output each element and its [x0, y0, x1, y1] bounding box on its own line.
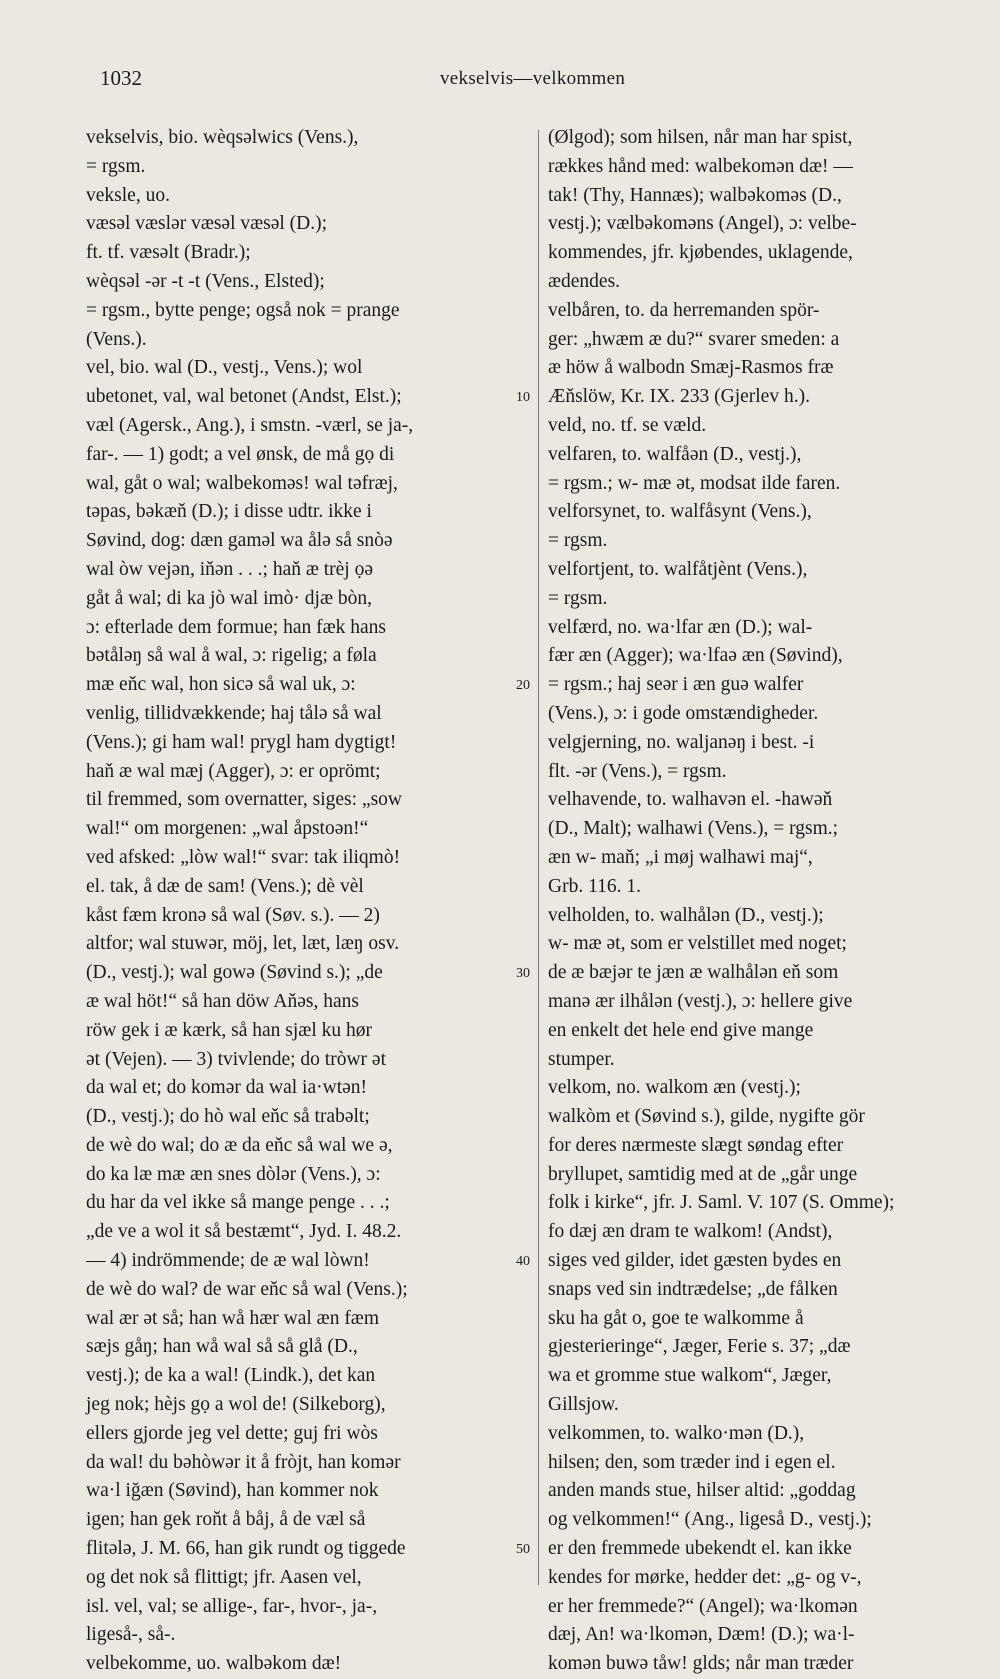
text-line: tak! (Thy, Hannæs); walbəkoməs (D., — [548, 184, 842, 206]
text-line: og velkommen!“ (Ang., ligeså D., vestj.); — [548, 1509, 872, 1531]
text-line: velhavende, to. walhavən el. -hawəň — [548, 789, 833, 811]
text-line: igen; han gek roňt å båj, å de væl så — [86, 1509, 366, 1531]
text-line: da wal! du bəhòwər it å fròjt, han komər — [86, 1451, 401, 1473]
text-line: hilsen; den, som træder ind i egen el. — [548, 1451, 836, 1473]
text-line: ger: „hwæm æ du?“ svarer smeden: a — [548, 328, 840, 350]
text-line: en enkelt det hele end give mange — [548, 1019, 814, 1041]
text-line: velholden, to. walhålən (D., vestj.); — [548, 904, 824, 926]
text-line: for deres nærmeste slægt søndag efter — [548, 1134, 844, 1156]
text-line: dæj, An! wa·lkomən, Dæm! (D.); wa·l- — [548, 1624, 855, 1646]
text-line: wal òw vejən, iňən . . .; haň æ trèj ọə — [86, 558, 374, 580]
running-head: vekselvis—velkommen — [440, 68, 626, 89]
text-line: siges ved gilder, idet gæsten bydes en — [548, 1250, 842, 1272]
text-line: da wal et; do komər da wal ia·wtən! — [86, 1077, 368, 1099]
text-line: ət (Vejen). — 3) tvivlende; do tròwr ət — [86, 1048, 386, 1070]
text-line: wa et gromme stue walkom“, Jæger, — [548, 1365, 832, 1387]
text-line: isl. vel, val; se allige-, far-, hvor-, ja-, — [86, 1595, 378, 1617]
text-line: flt. -ər (Vens.), = rgsm. — [548, 760, 727, 782]
text-line: ved afsked: „lòw wal!“ svar: tak iliqmò! — [86, 846, 401, 868]
text-line: væsəl væslər væsəl væsəl (D.); — [86, 213, 328, 235]
text-line: velkommen, to. walko·mən (D.), — [548, 1422, 805, 1444]
text-line: kåst fæm kronə så wal (Søv. s.). — 2) — [86, 904, 380, 926]
text-line: (Vens.), ɔ: i gode omstændigheder. — [548, 702, 819, 724]
text-line: haň æ wal mæj (Agger), ɔ: er oprömt; — [86, 760, 381, 782]
text-line: er den fremmede ubekendt el. kan ikke — [548, 1538, 852, 1560]
text-line: (D., vestj.); wal gowə (Søvind s.); „de — [86, 962, 383, 984]
text-line: ubetonet, val, wal betonet (Andst, Elst.); — [86, 386, 402, 408]
text-line: bryllupet, samtidig med at de „går unge — [548, 1163, 858, 1185]
text-line: velkom, no. walkom æn (vestj.); — [548, 1077, 801, 1099]
text-line: „de ve a wol it så bestæmt“, Jyd. I. 48.2. — [86, 1221, 402, 1243]
text-line: velbekomme, uo. walbəkom dæ! — [86, 1653, 342, 1675]
text-line: (D., Malt); walhawi (Vens.), = rgsm.; — [548, 818, 839, 840]
text-line: væl (Agersk., Ang.), i smstn. -værl, se ja-, — [86, 414, 414, 436]
text-line: de wè do wal; do æ da eňc så wal we ə, — [86, 1134, 393, 1156]
text-line: walkòm et (Søvind s.), gilde, nygifte gör — [548, 1106, 865, 1128]
text-line: folk i kirke“, jfr. J. Saml. V. 107 (S. Omme); — [548, 1192, 895, 1214]
text-line: wèqsəl -ər -t -t (Vens., Elsted); — [86, 270, 325, 292]
text-line: ligeså-, så-. — [86, 1624, 176, 1646]
text-line: wal!“ om morgenen: „wal åpstoən!“ — [86, 818, 369, 840]
text-line: velbåren, to. da herremanden spör- — [548, 299, 820, 321]
text-line: jeg nok; hèjs gọ a wol de! (Silkeborg), — [86, 1394, 386, 1416]
text-line: veksle, uo. — [86, 184, 170, 206]
text-line: æn w- maň; „i møj walhawi maj“, — [548, 846, 813, 868]
text-line: wal, gåt o wal; walbekoməs! wal təfræj, — [86, 472, 398, 494]
text-line: du har da vel ikke så mange penge . . .; — [86, 1192, 390, 1214]
text-line: bətåləŋ så wal å wal, ɔ: rigelig; a føla — [86, 645, 377, 667]
text-line: (D., vestj.); do hò wal eňc så trabəlt; — [86, 1106, 370, 1128]
text-line: æ höw å walbodn Smæj-Rasmos fræ — [548, 357, 834, 379]
text-line: veld, no. tf. se væld. — [548, 414, 707, 436]
text-line: Æňslöw, Kr. IX. 233 (Gjerlev h.). — [548, 386, 810, 408]
text-line: təpas, bəkæň (D.); i disse udtr. ikke i — [86, 501, 372, 523]
text-line: komən buwə tåw! glds; når man træder — [548, 1653, 854, 1675]
text-line: wal ær ət så; han wå hær wal æn fæm — [86, 1307, 379, 1329]
text-line: (Vens.); gi ham wal! prygl ham dygtigt! — [86, 731, 397, 753]
text-line: wa·l iğæn (Søvind), han kommer nok — [86, 1480, 379, 1502]
text-line: vekselvis, bio. wèqsəlwics (Vens.), — [86, 127, 359, 148]
line-number: 30 — [516, 966, 530, 982]
line-number: 50 — [516, 1542, 530, 1558]
text-line: Søvind, dog: dæn gaməl wa ålə så snòə — [86, 530, 393, 552]
line-number: 20 — [516, 678, 530, 694]
text-line: Gillsjow. — [548, 1394, 619, 1416]
text-line: sæjs gåŋ; han wå wal så så glå (D., — [86, 1336, 358, 1358]
text-line: og det nok så flittigt; jfr. Aasen vel, — [86, 1566, 362, 1588]
text-line: kommendes, jfr. kjøbendes, uklagende, — [548, 242, 853, 264]
text-line: sku ha gåt o, goe te walkomme å — [548, 1307, 804, 1329]
text-line: = rgsm., bytte penge; også nok = prange — [86, 299, 400, 321]
text-line: w- mæ ət, som er velstillet med noget; — [548, 933, 847, 955]
text-line: (Ølgod); som hilsen, når man har spist, — [548, 127, 853, 148]
line-number: 10 — [516, 390, 530, 406]
text-line: ædendes. — [548, 270, 621, 292]
text-line: altfor; wal stuwər, möj, let, læt, læŋ osv. — [86, 933, 400, 955]
left-column — [86, 124, 531, 1679]
text-line: gjesterieringe“, Jæger, Ferie s. 37; „dæ — [548, 1336, 851, 1358]
text-line: mæ eňc wal, hon sicə så wal uk, ɔ: — [86, 674, 356, 696]
text-line: (Vens.). — [86, 328, 147, 350]
text-line: = rgsm.; w- mæ ət, modsat ilde faren. — [548, 472, 841, 494]
text-line: velgjerning, no. waljanəŋ i best. -i — [548, 731, 815, 753]
text-line: = rgsm.; haj seər i æn guə walfer — [548, 674, 804, 696]
text-line: de æ bæjər te jæn æ walhålən eň som — [548, 962, 839, 984]
text-line: til fremmed, som overnatter, siges: „sow — [86, 789, 403, 811]
text-line: de wè do wal? de war eňc så wal (Vens.); — [86, 1278, 408, 1300]
page-number: 1032 — [100, 66, 142, 90]
text-line: velfortjent, to. walfåtjènt (Vens.), — [548, 558, 808, 580]
text-line: flitələ, J. M. 66, han gik rundt og tiggede — [86, 1538, 406, 1560]
text-line: venlig, tillidvækkende; haj tålə så wal — [86, 702, 382, 724]
text-line: röw gek i æ kærk, så han sjæl ku hør — [86, 1019, 372, 1041]
right-column — [548, 124, 993, 1679]
text-line: gåt å wal; di ka jò wal imò· djæ bòn, — [86, 587, 372, 609]
line-number: 40 — [516, 1254, 530, 1270]
text-line: el. tak, å dæ de sam! (Vens.); dè vèl — [86, 875, 364, 897]
text-line: rækkes hånd med: walbekomən dæ! — — [548, 155, 853, 177]
text-line: fo dæj æn dram te walkom! (Andst), — [548, 1221, 833, 1243]
text-line: far-. — 1) godt; a vel ønsk, de må gọ di — [86, 443, 395, 465]
text-line: velfærd, no. wa·lfar æn (D.); wal- — [548, 616, 813, 638]
text-line: vel, bio. wal (D., vestj., Vens.); wol — [86, 357, 363, 379]
page-header — [100, 66, 900, 96]
text-line: er her fremmede?“ (Angel); wa·lkomən — [548, 1595, 858, 1617]
text-line: manə ær ilhålən (vestj.), ɔ: hellere give — [548, 990, 853, 1012]
text-line: kendes for mørke, hedder det: „g- og v-, — [548, 1566, 862, 1588]
text-line: vestj.); de ka a wal! (Lindk.), det kan — [86, 1365, 376, 1387]
text-line: vestj.); vælbəkoməns (Angel), ɔ: velbe- — [548, 213, 857, 235]
text-line: ft. tf. væsəlt (Bradr.); — [86, 242, 251, 264]
text-line: Grb. 116. 1. — [548, 875, 641, 897]
column-divider — [538, 130, 539, 1585]
text-line: velfaren, to. walfåən (D., vestj.), — [548, 443, 802, 465]
text-line: = rgsm. — [86, 155, 146, 177]
text-line: fær æn (Agger); wa·lfaə æn (Søvind), — [548, 645, 843, 667]
text-line: anden mands stue, hilser altid: „goddag — [548, 1480, 856, 1502]
text-line: snaps ved sin indtrædelse; „de fålken — [548, 1278, 838, 1300]
text-line: = rgsm. — [548, 530, 608, 552]
text-line: do ka læ mæ æn snes dòlər (Vens.), ɔ: — [86, 1163, 381, 1185]
text-line: æ wal höt!“ så han döw Aňəs, hans — [86, 990, 359, 1012]
text-line: = rgsm. — [548, 587, 608, 609]
text-line: — 4) indrömmende; de æ wal lòwn! — [86, 1250, 370, 1272]
text-line: ɔ: efterlade dem formue; han fæk hans — [86, 616, 386, 638]
text-line: ellers gjorde jeg vel dette; guj fri wòs — [86, 1422, 378, 1444]
text-line: stumper. — [548, 1048, 615, 1070]
text-line: velforsynet, to. walfåsynt (Vens.), — [548, 501, 812, 523]
